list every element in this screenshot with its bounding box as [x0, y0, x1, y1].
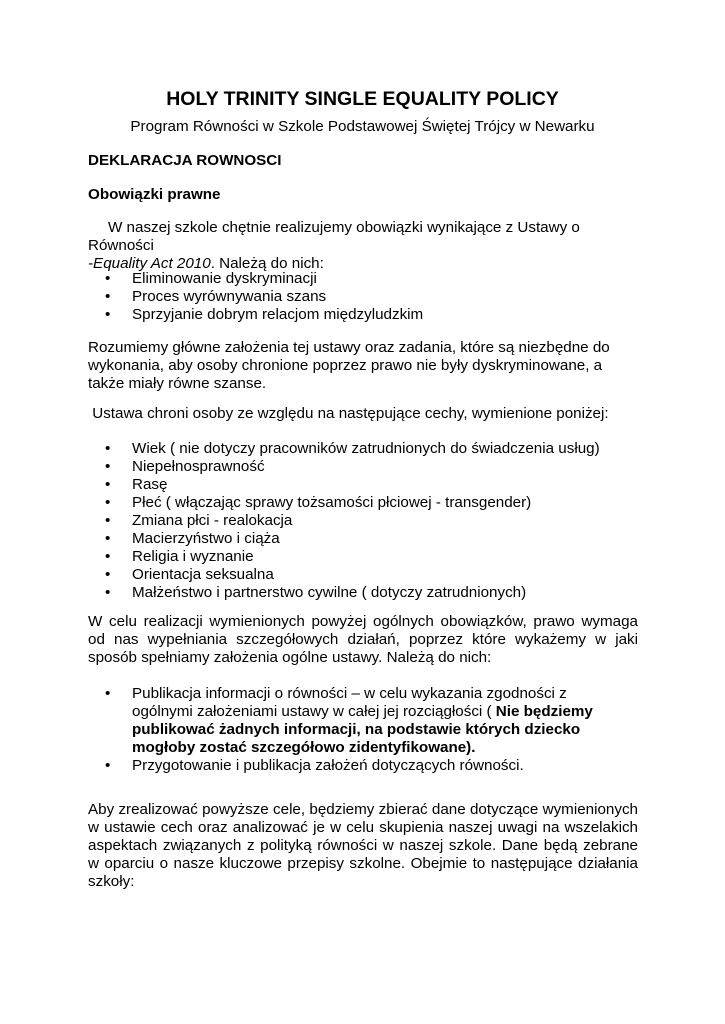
specific-duties-list — [88, 685, 638, 775]
intro-paragraph — [88, 219, 648, 273]
list-item-bold-note: Nie będziemy publikować żadnych informacji, na podstawie których dziecko mogłoby zostać szczegółowo zidentyfikowane). — [132, 703, 593, 756]
intro-line-2: . Należą do nich: — [210, 255, 324, 272]
list-item: • Proces wyrównywania szans — [88, 288, 638, 306]
protected-characteristics-list — [88, 440, 638, 602]
list-item: • Przygotowanie i publikacja założeń dotyczących równości. — [88, 757, 638, 775]
list-item: • Macierzyństwo i ciąża — [88, 530, 638, 548]
duties-heading: Obowiązki prawne — [88, 186, 221, 203]
list-item: • Sprzyjanie dobrym relacjom międzyludzkim — [88, 306, 638, 324]
closing-paragraph: Aby zrealizować powyższe cele, będziemy zbierać dane dotyczące wymienionych w ustawie cech oraz analizować je w celu skupienia naszej uwagi na wszelakich aspektach związanych z polityką równości w naszej szkole. Dane będą zebrane w oparciu o nasze kluczowe przepisy szkolne. Obejmie to następujące działania szkoły: — [88, 801, 638, 890]
document-title: HOLY TRINITY SINGLE EQUALITY POLICY — [166, 88, 559, 110]
list-item: • Eliminowanie dyskryminacji — [88, 270, 638, 288]
intro-line-1: W naszej szkole chętnie realizujemy obowiązki wynikające z Ustawy o Równości — [88, 219, 580, 254]
list-item: • Rasę — [88, 476, 638, 494]
list-item: • Płeć ( włączając sprawy tożsamości płciowej - transgender) — [88, 494, 638, 512]
specific-duties-paragraph: W celu realizacji wymienionych powyżej ogólnych obowiązków, prawo wymaga od nas wypełniania szczegółowych działań, poprzez które wykażemy w jaki sposób spełniamy założenia ogólne ustawy. Należą do nich: — [88, 613, 638, 666]
list-item: • Małżeństwo i partnerstwo cywilne ( dotyczy zatrudnionych) — [88, 584, 638, 602]
list-item-text: Publikacja informacji o równości – w celu wykazania zgodności z ogólnymi założeniami ustawy w całej jej rozciągłości ( — [132, 685, 567, 720]
declaration-heading: DEKLARACJA ROWNOSCI — [88, 152, 282, 169]
list-item — [88, 685, 638, 757]
list-item: • Zmiana płci - realokacja — [88, 512, 638, 530]
duties-list — [88, 270, 638, 324]
list-item: • Religia i wyznanie — [88, 548, 638, 566]
list-item: • Wiek ( nie dotyczy pracowników zatrudnionych do świadczenia usług) — [88, 440, 638, 458]
list-item: • Orientacja seksualna — [88, 566, 638, 584]
list-item: • Niepełnosprawność — [88, 458, 638, 476]
document-subtitle: Program Równości w Szkole Podstawowej Świętej Trójcy w Newarku — [130, 118, 595, 135]
assumptions-paragraph: Rozumiemy główne założenia tej ustawy oraz zadania, które są niezbędne do wykonania, aby osoby chronione poprzez prawo nie były dyskryminowane, a także miały równe szanse. — [88, 339, 610, 392]
protected-intro: Ustawa chroni osoby ze względu na następujące cechy, wymienione poniżej: — [88, 405, 609, 422]
act-name: -Equality Act 2010 — [88, 255, 211, 272]
